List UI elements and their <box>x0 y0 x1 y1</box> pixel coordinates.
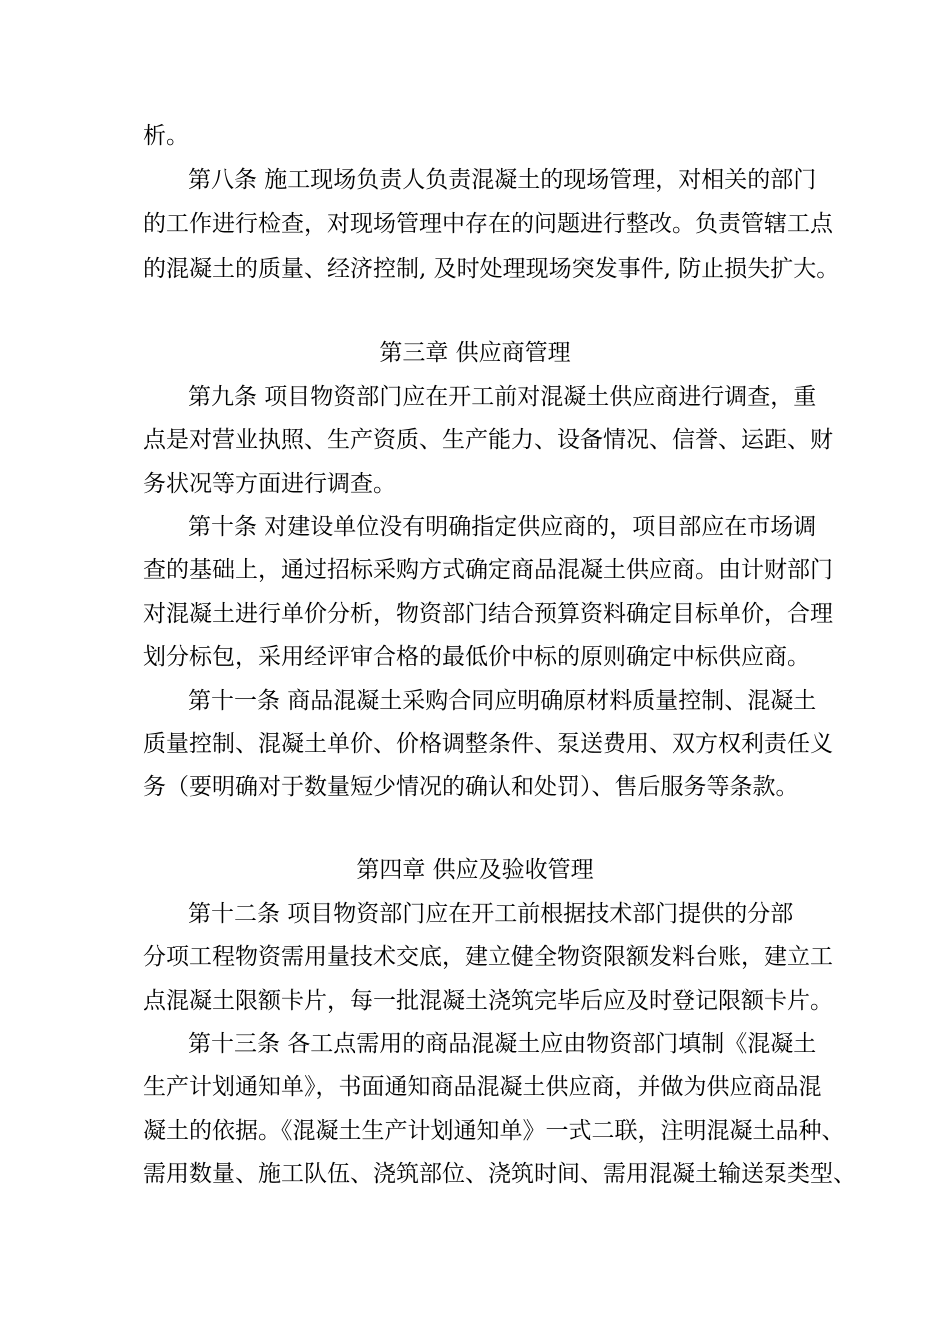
text-line: 质量控制、混凝土单价、价格调整条件、泵送费用、双方权利责任义 <box>143 731 833 757</box>
text-line: 划分标包，采用经评审合格的最低价中标的原则确定中标供应商。 <box>143 644 810 670</box>
text-line: 析。 <box>143 123 189 149</box>
text-line: 需用数量、施工队伍、浇筑部位、浇筑时间、需用混凝土输送泵类型、 <box>143 1161 856 1187</box>
text-line: 查的基础上，通过招标采购方式确定商品混凝土供应商。由计财部门 <box>143 557 833 583</box>
article-12-line: 第十二条 项目物资部门应在开工前根据技术部门提供的分部 <box>188 901 794 927</box>
text-line: 的工作进行检查，对现场管理中存在的问题进行整改。负责管辖工点 <box>143 211 833 237</box>
text-line: 凝土的依据。《混凝土生产计划通知单》一式二联，注明混凝土品种、 <box>143 1118 845 1144</box>
article-10-line: 第十条 对建设单位没有明确指定供应商的，项目部应在市场调 <box>188 514 817 540</box>
text-line: 点混凝土限额卡片，每一批混凝土浇筑完毕后应及时登记限额卡片。 <box>143 988 833 1014</box>
text-line: 生产计划通知单》，书面通知商品混凝土供应商，并做为供应商品混 <box>143 1074 822 1100</box>
article-8-line: 第八条 施工现场负责人负责混凝土的现场管理，对相关的部门 <box>188 167 817 193</box>
text-line: 分项工程物资需用量技术交底，建立健全物资限额发料台账，建立工 <box>143 944 833 970</box>
article-9-line: 第九条 项目物资部门应在开工前对混凝土供应商进行调查，重 <box>188 384 817 410</box>
chapter-3-heading: 第三章 供应商管理 <box>379 340 571 366</box>
text-line: 对混凝土进行单价分析，物资部门结合预算资料确定目标单价，合理 <box>143 601 833 627</box>
text-line: 务（要明确对于数量短少情况的确认和处罚）、售后服务等条款。 <box>143 774 799 800</box>
text-line: 务状况等方面进行调查。 <box>143 471 396 497</box>
chapter-4-heading: 第四章 供应及验收管理 <box>356 857 594 883</box>
text-line: 点是对营业执照、生产资质、生产能力、设备情况、信誉、运距、财 <box>143 427 833 453</box>
article-11-line: 第十一条 商品混凝土采购合同应明确原材料质量控制、混凝土 <box>188 688 817 714</box>
article-13-line: 第十三条 各工点需用的商品混凝土应由物资部门填制《混凝土 <box>188 1031 817 1057</box>
text-line: 的混凝土的质量、经济控制, 及时处理现场突发事件, 防止损失扩大。 <box>143 256 840 282</box>
